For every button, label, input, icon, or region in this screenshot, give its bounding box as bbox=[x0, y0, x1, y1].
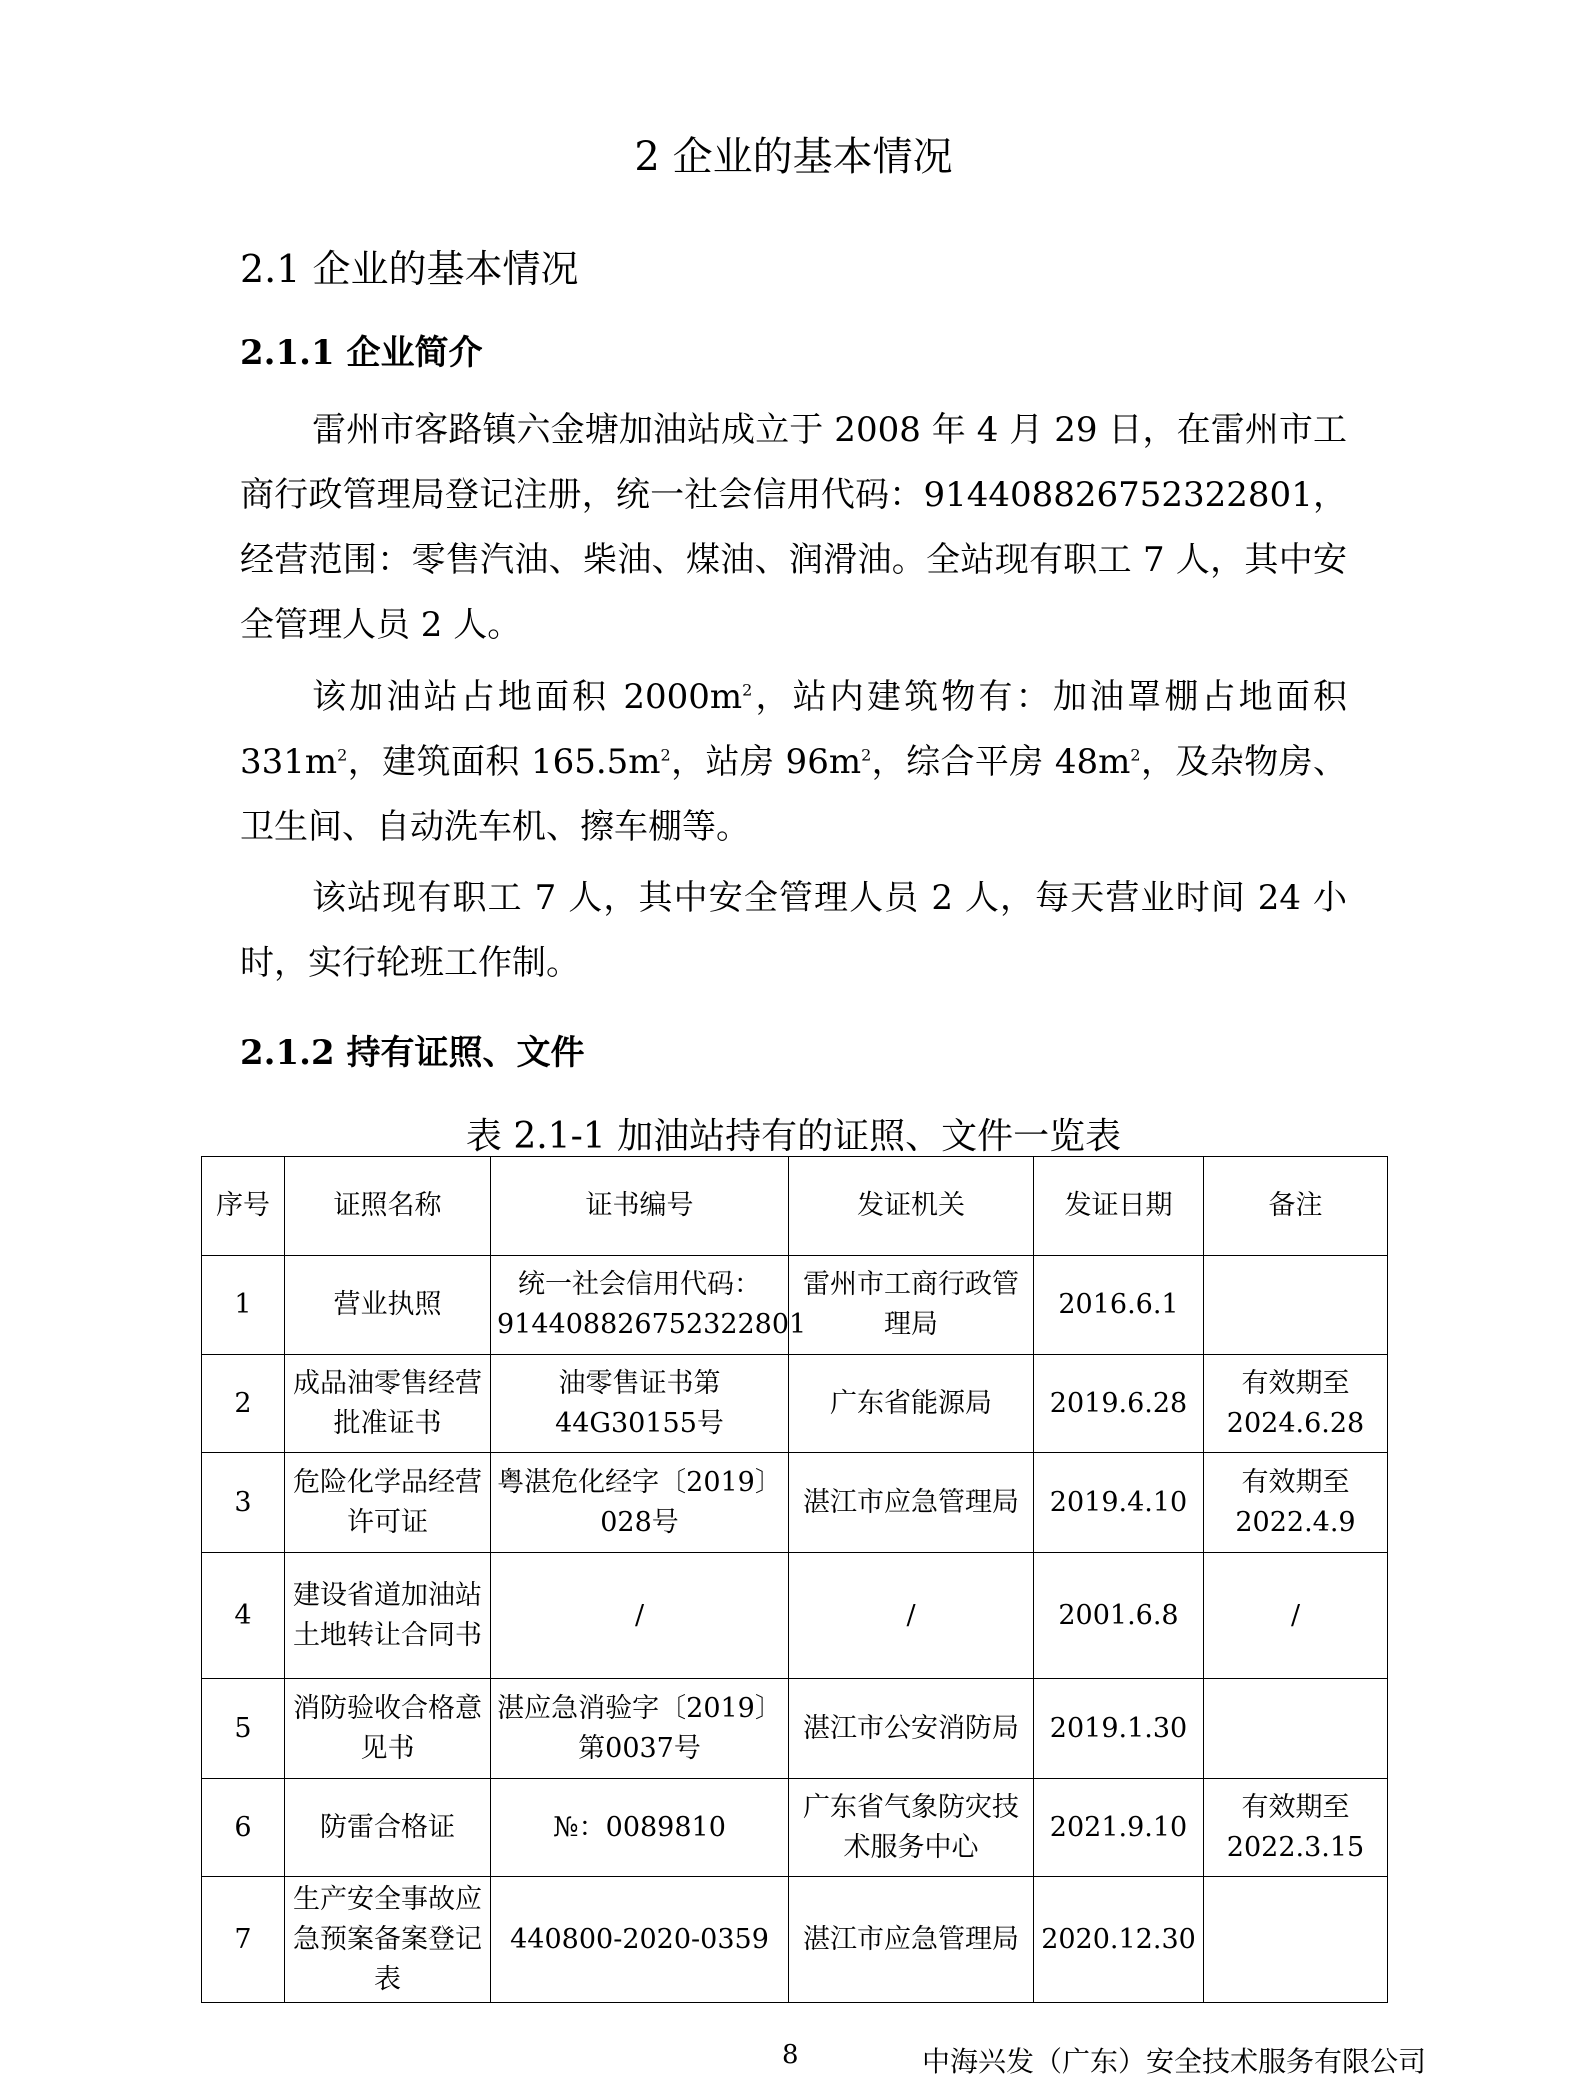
text-fragment: ，综合平房 48m bbox=[871, 742, 1131, 782]
cell-cert-name: 消防验收合格意见书 bbox=[285, 1679, 491, 1779]
paragraph-company-intro: 雷州市客路镇六金塘加油站成立于 2008 年 4 月 29 日，在雷州市工商行政管理局登记注册，统一社会信用代码：91440882675232280​1，经营范围：零售汽油、柴油、煤油、润滑油。全站现有职工 7 人，其中安全管理人员 2 人。 bbox=[240, 410, 1347, 645]
table-row bbox=[202, 1679, 1388, 1779]
superscript: 2 bbox=[742, 680, 753, 700]
cell-issue-date: 2019.4.10 bbox=[1034, 1453, 1204, 1553]
certificates-table bbox=[201, 1156, 1388, 2003]
cell-issuer: 湛江市应急管理局 bbox=[789, 1453, 1034, 1553]
cell-remarks bbox=[1204, 1679, 1388, 1779]
subsection-title-intro: 2.1.1 企业简介 bbox=[240, 333, 483, 373]
cell-cert-name: 生产安全事故应急预案备案登记表 bbox=[285, 1877, 491, 2003]
cell-issue-date: 2021.9.10 bbox=[1034, 1779, 1204, 1877]
header-index: 序号 bbox=[202, 1157, 285, 1256]
cell-index: 5 bbox=[202, 1679, 285, 1779]
text-fragment: ，站内建筑物有：加油罩棚占地面积 331m bbox=[240, 677, 1348, 782]
cell-cert-number: 油零售证书第44G30155号 bbox=[491, 1355, 789, 1453]
footer-company: 中海兴发（广东）安全技术服务有限公司 bbox=[922, 2045, 1427, 2078]
cell-cert-name: 营业执照 bbox=[285, 1256, 491, 1355]
header-issuer: 发证机关 bbox=[789, 1157, 1034, 1256]
header-remarks: 备注 bbox=[1204, 1157, 1388, 1256]
superscript: 2 bbox=[1130, 745, 1141, 765]
cell-cert-number: 440800-2020-0359 bbox=[491, 1877, 789, 2003]
table-row bbox=[202, 1256, 1388, 1355]
cell-issuer: 湛江市公安消防局 bbox=[789, 1679, 1034, 1779]
subsection-title-certificates: 2.1.2 持有证照、文件 bbox=[240, 1033, 585, 1073]
cell-issue-date: 2020.12.30 bbox=[1034, 1877, 1204, 2003]
superscript: 2 bbox=[337, 745, 348, 765]
cell-cert-name: 成品油零售经营批准证书 bbox=[285, 1355, 491, 1453]
cell-cert-number: №：0089810 bbox=[491, 1779, 789, 1877]
cell-issuer: / bbox=[789, 1553, 1034, 1679]
header-cert-name: 证照名称 bbox=[285, 1157, 491, 1256]
cell-issue-date: 2016.6.1 bbox=[1034, 1256, 1204, 1355]
table-caption: 表 2.1-1 加油站持有的证照、文件一览表 bbox=[465, 1116, 1122, 1157]
cell-remarks: 有效期至2024.6.28 bbox=[1204, 1355, 1388, 1453]
cell-cert-name: 危险化学品经营许可证 bbox=[285, 1453, 491, 1553]
cell-index: 4 bbox=[202, 1553, 285, 1679]
text-fragment: ，及杂物房、卫生间、自动洗车机、擦车棚等。 bbox=[240, 742, 1348, 847]
table-row bbox=[202, 1453, 1388, 1553]
superscript: 2 bbox=[861, 745, 872, 765]
cell-index: 7 bbox=[202, 1877, 285, 2003]
section-title: 2.1 企业的基本情况 bbox=[240, 247, 579, 291]
cell-issue-date: 2019.6.28 bbox=[1034, 1355, 1204, 1453]
cell-remarks: 有效期至2022.4.9 bbox=[1204, 1453, 1388, 1553]
cell-index: 1 bbox=[202, 1256, 285, 1355]
cell-remarks bbox=[1204, 1256, 1388, 1355]
cell-index: 3 bbox=[202, 1453, 285, 1553]
page-number: 8 bbox=[782, 2040, 799, 2070]
table-row bbox=[202, 1877, 1388, 2003]
cell-cert-number: 粤湛危化经字〔2019〕028号 bbox=[491, 1453, 789, 1553]
cell-issuer: 广东省气象防灾技术服务中心 bbox=[789, 1779, 1034, 1877]
chapter-title: 2 企业的基本情况 bbox=[634, 134, 953, 180]
cell-remarks: / bbox=[1204, 1553, 1388, 1679]
table-row bbox=[202, 1355, 1388, 1453]
cell-index: 6 bbox=[202, 1779, 285, 1877]
cell-issue-date: 2001.6.8 bbox=[1034, 1553, 1204, 1679]
paragraph-staff: 该站现有职工 7 人，其中安全管理人员 2 人，每天营业时间 24 小时，实行轮班工作制。 bbox=[240, 878, 1347, 983]
table-header-row bbox=[202, 1157, 1388, 1256]
cell-issue-date: 2019.1.30 bbox=[1034, 1679, 1204, 1779]
cell-cert-number: 统一社会信用代码：914408826752322801 bbox=[491, 1256, 789, 1355]
cell-cert-number: / bbox=[491, 1553, 789, 1679]
text-fragment: 该加油站占地面积 2000m bbox=[312, 677, 743, 717]
paragraph-site-area bbox=[240, 665, 1347, 860]
cell-cert-name: 建设省道加油站土地转让合同书 bbox=[285, 1553, 491, 1679]
table-row bbox=[202, 1553, 1388, 1679]
cell-index: 2 bbox=[202, 1355, 285, 1453]
cell-remarks: 有效期至2022.3.15 bbox=[1204, 1779, 1388, 1877]
superscript: 2 bbox=[660, 745, 671, 765]
cell-issuer: 广东省能源局 bbox=[789, 1355, 1034, 1453]
cell-cert-number: 湛应急消验字〔2019〕第0037号 bbox=[491, 1679, 789, 1779]
header-cert-number: 证书编号 bbox=[491, 1157, 789, 1256]
cell-cert-name: 防雷合格证 bbox=[285, 1779, 491, 1877]
table-row bbox=[202, 1779, 1388, 1877]
cell-issuer: 雷州市工商行政管理局 bbox=[789, 1256, 1034, 1355]
text-fragment: ，建筑面积 165.5m bbox=[347, 742, 661, 782]
cell-issuer: 湛江市应急管理局 bbox=[789, 1877, 1034, 2003]
cell-remarks bbox=[1204, 1877, 1388, 2003]
header-issue-date: 发证日期 bbox=[1034, 1157, 1204, 1256]
text-fragment: ，站房 96m bbox=[670, 742, 862, 782]
